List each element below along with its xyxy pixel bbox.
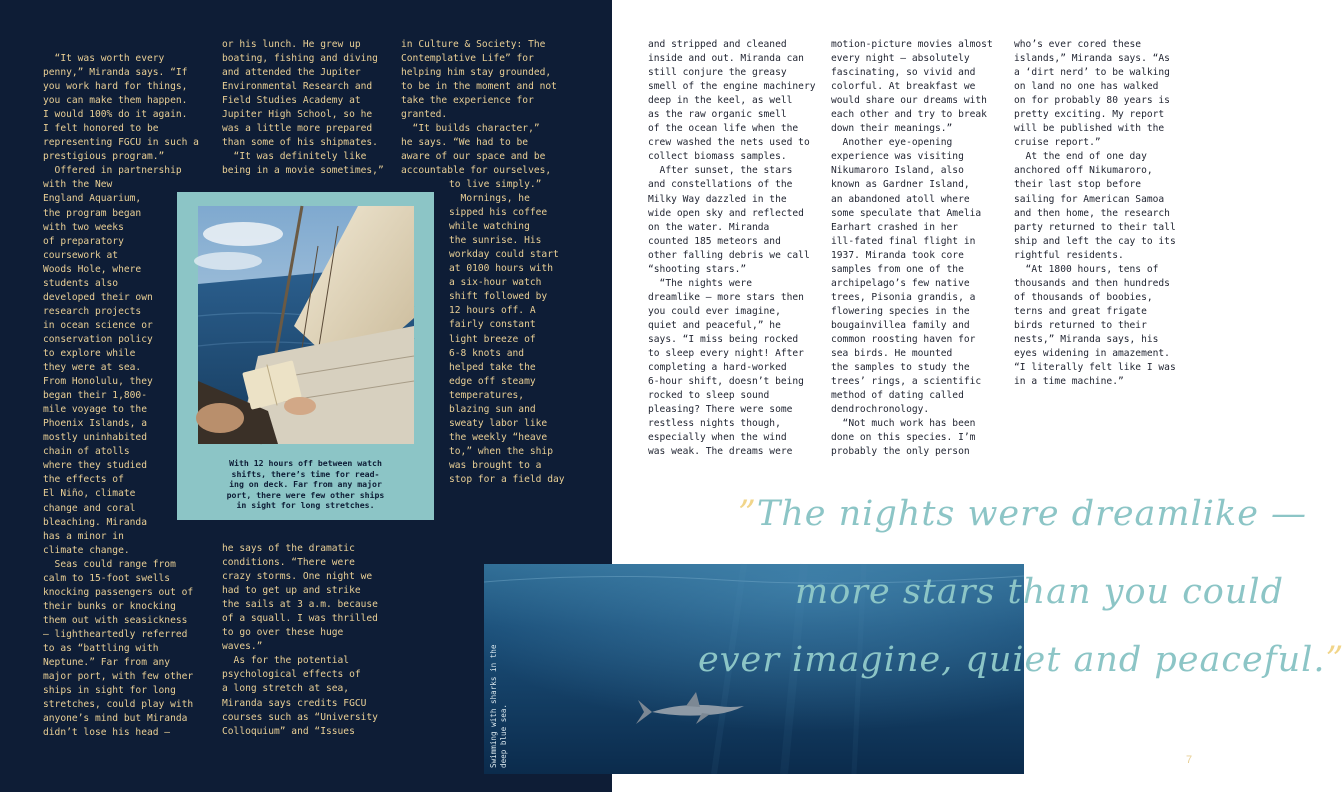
- sailing-deck-photo: [198, 206, 414, 444]
- shark-photo-caption: Swimming with sharks in the deep blue sea.: [489, 644, 508, 768]
- pull-quote-close-mark: ”: [1325, 640, 1344, 680]
- sailing-photo-frame: [177, 192, 434, 520]
- article-column-4: and stripped and cleaned inside and out. Miranda can still conjure the greasy smell of the engine machinery deep in the keel, as well as the raw organic smell of the ocean life when the crew washed the nets used to collect biomass samples. After sunset, the stars and constellations of the Milky Way dazzled in the wide open sky and reflected on the water. Miranda counted 185 meteors and other falling debris we call “shooting stars.” “The nights were dreamlike — more stars then you could ever imagine, quiet and peaceful,” he says. “I miss being rocked to sleep every night! After completing a hard-worked 6-hour shift, doesn’t being rocked to sleep sound pleasing? There were some restless nights though, especially when the wind was weak. The dreams were: [648, 39, 816, 458]
- article-column-5: motion-picture movies almost every night — absolutely fascinating, so vivid and colorful. At breakfast we would share our dreams with each other and try to break down their meanings.” Another eye-opening experience was visiting Nikumaroro Island, also known as Gardner Island, an abandoned atoll where some speculate that Amelia Earhart crashed in her ill-fated final flight in 1937. Miranda took core samples from one of the archipelago’s few native trees, Pisonia grandis, a flowering species in the bougainvillea family and common roosting haven for sea birds. He mounted the samples to study the trees’ rings, a scientific method of dating called dendrochronology. “Not much work has been done on this species. I’m probably the only person: [831, 39, 993, 458]
- pull-quote-line-2: more stars than you could: [795, 572, 1285, 612]
- page-number: 7: [1186, 754, 1193, 766]
- pull-quote-line-1: ”The nights were dreamlike —: [738, 494, 1308, 534]
- pull-quote-open-mark: ”: [738, 494, 757, 534]
- pull-quote-line-3: ever imagine, quiet and peaceful.”: [698, 640, 1344, 680]
- article-column-2-bottom: he says of the dramatic conditions. “There were crazy storms. One night we had to get up and strike the sails at 3 a.m. because of a squall. I was thrilled to go over these huge waves.” As for the potential psychological effects of a long stretch at sea, Miranda says credits FGCU courses such as “University Colloquium” and “Issues: [222, 543, 378, 737]
- article-column-1: “It was worth every penny,” Miranda says. “If you work hard for things, you can make them happen. I would 100% do it again. I felt honored to be representing FGCU in such a prestigious program.” Offered in partnership with the New England Aquarium, the program began with two weeks of preparatory coursework at Woods Hole, where students also developed their own research projects in ocean science or conservation policy to explore while they were at sea. From Honolulu, they began their 1,800- mile voyage to the Phoenix Islands, a mostly uninhabited chain of atolls where they studied the effects of El Niño, climate change and coral bleaching. Miranda has a minor in climate change. Seas could range from calm to 15-foot swells knocking passengers out of their bunks or knocking them out with seasickness — lightheartedly referred to as “battling with Neptune.” Far from any major port, with few other ships in sight for long stretches, could play with anyone’s mind but Miranda didn’t lose his head —: [43, 53, 199, 739]
- article-column-3-top: in Culture & Society: The Contemplative Life” for helping him stay grounded, to be in the moment and not take the experience for granted. “It builds character,” he says. “We had to be aware of our space and be accountable for ourselves,: [401, 39, 557, 177]
- article-column-6: who’s ever cored these islands,” Miranda says. “As a ‘dirt nerd’ to be walking on land no one has walked on for probably 80 years is pretty exciting. My report will be published with the cruise report.” At the end of one day anchored off Nikumaroro, their last stop before sailing for American Samoa and then home, the research party returned to their tall ship and left the cay to its rightful residents. “At 1800 hours, tens of thousands and then hundreds of thousands of boobies, terns and great frigate birds returned to their nests,” Miranda says, his eyes widening in amazement. “I literally felt like I was in a time machine.”: [1014, 39, 1176, 388]
- article-column-3-side: to live simply.” Mornings, he sipped his coffee while watching the sunrise. His workday could start at 0100 hours with a six-hour watch shift followed by 12 hours off. A fairly constant light breeze of 6-8 knots and helped take the edge off steamy temperatures, blazing sun and sweaty labor like the weekly “heave to,” when the ship was brought to a stop for a field day: [449, 179, 565, 485]
- photo-caption: With 12 hours off between watch shifts, there’s time for read- ing on deck. Far from any major port, there were few other ships in sight for long stretches.: [226, 458, 385, 511]
- article-column-2-top: or his lunch. He grew up boating, fishing and diving and attended the Jupiter Environmental Research and Field Studies Academy at Jupiter High School, so he was a little more prepared than some of his shipmates. “It was definitely like being in a movie sometimes,”: [222, 39, 384, 177]
